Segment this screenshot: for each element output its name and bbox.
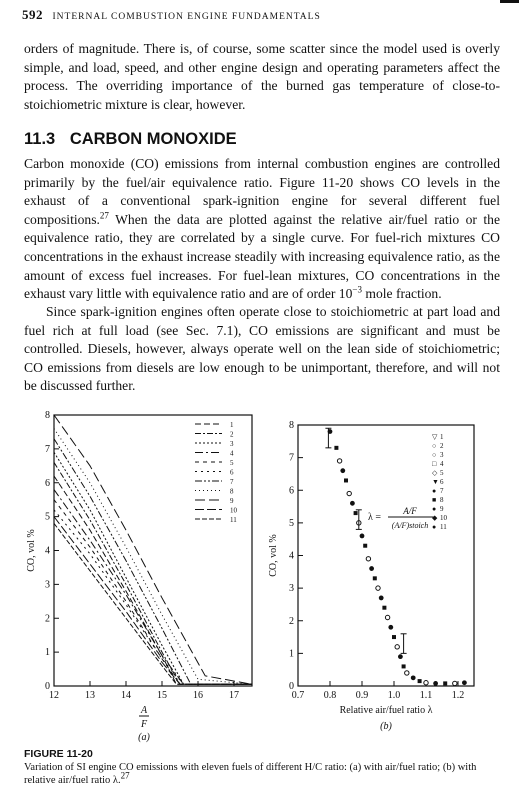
paragraph-3: Since spark-ignition engines often operate close to stoichiometric at part load and fuel rich at full load (see Sec. 7.1), CO emissions are significant and must be controlled. Diesels, however, always operate well on the lean side of stoichiometric; CO emissions from diesels are low enough to be unimportant, therefore, and will not be discussed further. [24,304,500,394]
y-tick-label-a: 7 [45,443,50,455]
y-tick-label-a: 8 [45,410,50,421]
data-point [385,615,389,619]
legend-symbol-b-4: □ [432,460,437,468]
x-tick-label-a: 15 [157,690,167,701]
y-tick-label-b: 3 [289,583,294,595]
x-tick-label-b: 1.1 [419,690,433,701]
legend-symbol-b-10: ◆ [432,514,438,522]
data-point [340,468,345,473]
data-point [337,459,341,463]
section-heading [24,130,237,149]
x-tick-label-a: 13 [85,690,95,701]
running-title: INTERNAL COMBUSTION ENGINE FUNDAMENTALS [52,12,321,22]
legend-label-a-7: 7 [230,478,234,486]
reference-27: 27 [99,210,109,221]
formula-numerator: A/F [403,506,417,516]
x-tick-label-b: 1.2 [451,690,465,701]
y-tick-label-a: 3 [45,579,50,591]
data-point [411,675,416,680]
data-point [350,501,355,506]
y-tick-label-b: 7 [289,452,294,464]
x-tick-label-b: 0.7 [291,690,305,701]
data-point [462,680,467,685]
y-tick-label-a: 0 [45,681,50,692]
paragraph-2-part-c: mole fraction. [361,286,442,302]
data-point [369,566,374,571]
data-point [376,586,380,590]
y-tick-label-b: 5 [289,517,294,529]
data-point [344,478,348,482]
figure-caption [24,748,504,787]
chart-panel-a [26,410,252,743]
data-point [453,681,457,685]
legend-symbol-b-5: ◇ [432,469,438,477]
legend-symbol-b-6: ▼ [432,478,439,486]
data-point [418,679,422,683]
figure-11-20 [0,400,519,745]
x-tick-label-b: 1.0 [387,690,401,701]
data-point [334,446,338,450]
data-point [395,645,399,649]
caption-reference: 27 [120,770,130,781]
legend-label-a-6: 6 [230,468,234,477]
series-line-5 [54,500,252,685]
paragraph-1: orders of magnitude. There is, of course, some scatter since the model used is overly simple, and load, speed, and other engine design and operating parameters affect the process. The overriding importance of the burned gas temperature of close-to-stoichiometric mixture is clear, however. [24,41,500,112]
formula-denominator: (A/F)stoich [391,521,429,530]
legend-label-a-4: 4 [230,449,234,458]
legend-symbol-b-1: ▽ [432,433,438,441]
data-point [373,576,377,580]
x-tick-label-b: 0.9 [355,690,369,701]
data-point [354,511,358,515]
y-tick-label-a: 2 [45,613,50,625]
legend-label-a-2: 2 [230,430,234,439]
y-tick-label-b: 1 [289,648,294,660]
data-point [443,681,447,685]
data-point [398,654,403,659]
legend-symbol-b-11: ● [432,523,437,531]
running-header [22,7,321,23]
legend-label-b-6: 6 [440,478,444,486]
series-line-11 [54,523,252,684]
y-axis-label-b: CO, vol % [268,534,279,577]
legend-symbol-b-7: ● [432,487,437,495]
legend-label-b-1: 1 [440,433,444,441]
y-tick-label-b: 0 [289,681,294,692]
data-point [360,534,365,539]
data-point [347,491,351,495]
data-point [379,596,384,601]
legend-label-b-9: 9 [440,505,444,513]
legend-label-b-4: 4 [440,460,444,468]
legend-symbol-b-8: ■ [432,496,437,504]
data-point [405,671,409,675]
paragraph-2 [24,155,500,304]
data-point [424,681,428,685]
data-point [392,635,396,639]
y-tick-label-b: 4 [289,550,294,562]
x-axis-label-numerator: A [140,705,148,716]
y-tick-label-b: 2 [289,615,294,627]
panel-b-label: (b) [380,721,392,732]
data-point [366,557,370,561]
x-tick-label-a: 14 [121,690,131,701]
legend-symbol-b-9: ● [432,505,437,513]
figure-label: FIGURE 11-20 [24,748,93,760]
plot-frame-b [298,425,474,686]
legend-label-b-7: 7 [440,487,444,495]
series-line-2 [54,462,252,684]
exponent: −3 [352,284,362,295]
section-title: CARBON MONOXIDE [69,130,237,148]
data-point [388,625,393,630]
legend-label-b-2: 2 [440,442,444,450]
paragraph-2-part-a: Carbon monoxide (CO) emissions from internal combustion engines are controlled primarily by the fuel/air equivalence ratio. Figure 11-20 shows CO levels in the exhaust of a conventional spark-ignition engine for several different fuel compositions. [24,156,500,227]
chart-panel-b [268,420,474,732]
legend-label-b-3: 3 [440,451,444,459]
y-tick-label-a: 4 [45,545,50,557]
legend-label-a-10: 10 [230,506,237,515]
formula-lambda: λ = [368,512,381,523]
x-axis-label-denominator: F [140,719,148,730]
legend-label-b-11: 11 [440,523,447,531]
legend-label-a-11: 11 [230,516,237,524]
x-tick-label-a: 16 [193,690,203,701]
legend-label-a-5: 5 [230,459,234,467]
series-line-6 [54,510,252,684]
y-tick-label-b: 6 [289,485,294,497]
data-point [402,664,406,668]
series-line-4 [54,487,252,685]
y-axis-label-a: CO, vol % [26,529,37,572]
legend-label-b-10: 10 [440,514,447,522]
y-tick-label-a: 6 [45,477,50,489]
page-edge-bar [500,0,519,3]
x-axis-label-b: Relative air/fuel ratio λ [339,705,433,716]
x-tick-label-b: 0.8 [323,690,337,701]
data-point [363,544,367,548]
section-number: 11.3 [24,130,56,148]
page-number: 592 [22,7,43,22]
legend-label-a-1: 1 [230,421,234,429]
x-tick-label-a: 12 [49,690,59,701]
x-tick-label-a: 17 [229,690,239,701]
legend-label-a-8: 8 [230,487,234,496]
y-tick-label-b: 8 [289,420,294,431]
series-line-7 [54,439,252,685]
legend-label-a-3: 3 [230,440,234,448]
data-point [382,606,386,610]
y-tick-label-a: 5 [45,511,50,523]
data-point [433,681,438,686]
legend-label-b-5: 5 [440,469,444,477]
panel-a-label: (a) [138,732,150,743]
legend-symbol-b-3: ○ [432,451,437,459]
series-line-10 [54,517,252,685]
series-line-9 [54,415,252,684]
caption-text: Variation of SI engine CO emissions with eleven fuels of different H/C ratio: (a) with air/fuel ratio; (b) with relative air/fuel ratio λ. [24,762,477,786]
y-tick-label-a: 1 [45,647,50,659]
legend-label-b-8: 8 [440,496,444,504]
legend-label-a-9: 9 [230,497,234,505]
legend-symbol-b-2: ○ [432,442,437,450]
paragraph-2-part-b: When the data are plotted against the relative air/fuel ratio or the equivalence ratio, they are correlated by a single curve. For fuel-rich mixtures CO concentrations in the exhaust increase steadily with increasing equivalence ratio, as the amount of excess fuel increases. For fuel-lean mixtures, CO concentrations in the exhaust vary little with equivalence ratio and are of order 10 [24,211,500,302]
